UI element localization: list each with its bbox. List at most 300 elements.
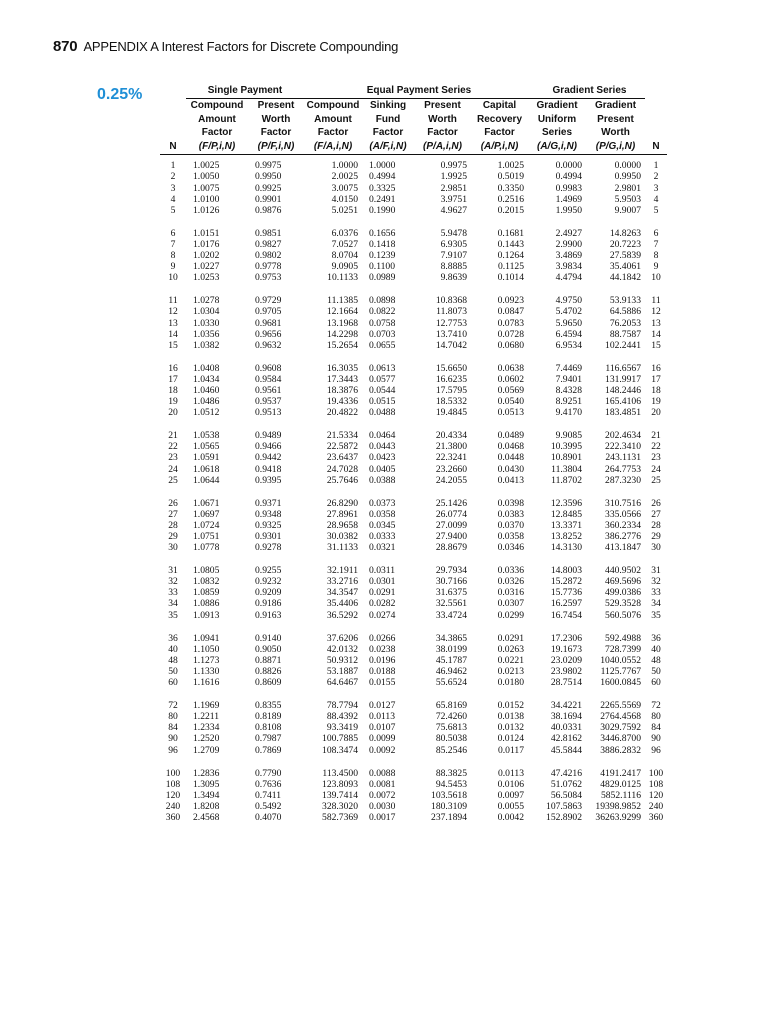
table-cell-ag: 13.3371 [550,519,582,531]
table-cell-fp: 1.0859 [193,587,220,599]
table-cell-fp: 1.0253 [193,272,220,284]
table-cell-pg: 165.4106 [605,396,641,408]
row-block [160,425,667,492]
table-cell-n: 7 [170,238,176,250]
table-cell-ag: 4.9750 [555,295,582,307]
table-cell-ap: 0.0263 [497,643,524,655]
table-cell-ap: 1.0025 [497,160,524,172]
table-cell-n: 50 [168,665,178,677]
table-cell-fp: 1.0751 [193,531,220,542]
table-row [160,745,667,763]
table-cell-pf: 0.9584 [255,373,282,385]
row-block [160,628,667,695]
table-cell-pf: 0.8355 [255,700,282,712]
table-cell-fp: 1.0512 [193,407,220,419]
table-cell-ag: 17.2306 [550,632,582,644]
table-cell-n: 19 [168,396,178,408]
table-cell-ap: 0.0638 [497,362,524,374]
table-row [160,790,667,801]
table-row [160,722,667,733]
table-cell-ap: 0.0430 [497,463,524,475]
table-cell-pg: 2265.5569 [600,700,641,712]
table-cell-ap: 0.5019 [497,171,524,183]
row-block [160,290,667,357]
table-cell-n: 17 [168,373,178,385]
table-cell-fp: 1.0100 [193,193,220,205]
table-cell-ap: 0.0113 [497,767,524,779]
table-cell-af: 0.0703 [369,328,396,340]
table-cell-fa: 64.6467 [326,677,358,689]
table-row [160,763,667,779]
table-cell-ag: 10.8901 [550,452,582,464]
table-row [160,587,667,598]
table-cell-fa: 9.0905 [331,261,358,273]
table-row [160,598,667,609]
table-cell-n: 27 [168,508,178,520]
table-cell-pg: 1600.0845 [600,677,641,689]
table-cell-n: 34 [168,598,178,610]
table-cell-fa: 24.7028 [326,463,358,475]
table-cell-pa: 8.8885 [440,261,467,273]
interest-rate-label: 0.25% [97,86,143,103]
table-cell-pg: 2764.4568 [600,711,641,723]
table-cell-n: 36 [168,632,178,644]
table-cell-pg: 5852.1116 [600,789,641,801]
table-cell-n: 40 [168,643,178,655]
table-cell-n-right: 360 [648,811,664,823]
table-cell-fp: 1.0832 [193,576,220,588]
table-cell-n: 80 [168,711,178,723]
table-cell-pa: 1.9925 [440,171,467,183]
table-cell-ag: 11.8702 [551,474,582,486]
table-row [160,441,667,452]
table-cell-ap: 0.0291 [497,632,524,644]
table-cell-ag: 11.3804 [551,463,582,475]
table-cell-n-right: 22 [651,441,661,453]
interest-factor-table [160,84,667,830]
table-cell-fa: 78.7794 [326,700,358,712]
row-block [160,358,667,425]
table-cell-pa: 11.8073 [436,306,467,318]
column-header-line: Sinking [369,100,407,111]
table-cell-ag: 16.7454 [550,609,582,621]
table-cell-ap: 0.0117 [497,744,524,756]
table-cell-n: 6 [170,227,176,239]
column-header-fp [186,99,248,155]
table-cell-pa: 33.4724 [435,609,467,621]
table-cell-pa: 17.5795 [435,384,467,396]
column-header-line: Series [541,127,573,139]
table-cell-ag: 45.5844 [550,744,582,756]
column-header-line: Present [257,100,295,111]
table-cell-n-right: 10 [651,272,661,284]
table-cell-n-right: 29 [651,531,661,542]
table-cell-pf: 0.9729 [255,295,282,307]
table-cell-pf: 0.9975 [255,160,282,172]
table-cell-fp: 1.1330 [193,665,220,677]
table-cell-n-right: 12 [651,306,661,318]
table-cell-ag: 14.8003 [550,565,582,577]
table-cell-pg: 1040.0552 [600,654,641,666]
table-cell-pf: 0.9901 [255,193,282,205]
table-cell-n: 24 [168,463,178,475]
table-cell-ag: 16.2597 [550,598,582,610]
table-cell-fp: 1.0805 [193,565,220,577]
table-cell-fa: 10.1133 [327,272,358,284]
table-cell-n-right: 13 [651,317,661,329]
table-cell-pa: 14.7042 [435,339,467,351]
table-cell-n: 25 [168,474,178,486]
table-cell-ag: 107.5863 [546,800,582,812]
table-cell-pa: 237.1894 [431,811,467,823]
table-cell-fp: 1.0075 [193,182,220,194]
table-row [160,576,667,587]
table-row [160,183,667,194]
table-cell-ag: 9.4170 [555,407,582,419]
table-cell-af: 0.0196 [369,654,396,666]
table-cell-n: 33 [168,587,178,599]
table-cell-fp: 1.0151 [193,227,220,239]
column-header-line: Present [424,100,461,111]
table-cell-ap: 0.0413 [497,474,524,486]
column-header-af [362,99,414,155]
table-row [160,628,667,644]
table-cell-af: 0.0155 [369,677,396,689]
table-cell-pg: 148.2446 [605,384,641,396]
column-header-line: (P/F,i,N) [257,140,295,152]
table-cell-pg: 264.7753 [605,463,641,475]
table-cell-pf: 0.9395 [255,474,282,486]
table-cell-ap: 0.0783 [497,317,524,329]
table-cell-ag: 15.7736 [550,587,582,599]
column-header-line: (F/A,i,N) [313,140,353,152]
table-cell-ag: 8.4328 [555,384,582,396]
table-cell-ap: 0.0316 [497,587,524,599]
table-row [160,290,667,306]
table-cell-ap: 0.0299 [497,609,524,621]
table-row [160,520,667,531]
table-cell-pf: 0.9876 [255,204,282,216]
table-cell-pf: 0.9466 [255,441,282,453]
table-cell-fp: 1.0486 [193,396,220,408]
column-header-line: Factor [201,127,233,139]
table-cell-af: 0.0989 [369,272,396,284]
table-cell-pf: 0.9681 [255,317,282,329]
table-cell-fa: 2.0025 [331,171,358,183]
table-cell-fp: 1.0304 [193,306,220,318]
column-header-line: Gradient [594,100,637,111]
table-cell-ap: 0.0152 [497,700,524,712]
table-row [160,205,667,223]
table-cell-pf: 0.8826 [255,665,282,677]
table-cell-fp: 1.2836 [193,767,220,779]
table-row [160,329,667,340]
table-cell-fa: 3.0075 [331,182,358,194]
column-header-line: Amount [198,113,236,125]
table-cell-pg: 1125.7767 [600,665,641,677]
table-cell-pf: 0.8108 [255,722,282,734]
table-cell-af: 0.0655 [369,339,396,351]
table-cell-pa: 5.9478 [440,227,467,239]
table-cell-ag: 4.4794 [555,272,582,284]
table-cell-n: 28 [168,519,178,531]
table-cell-ag: 2.4927 [555,227,582,239]
table-cell-pa: 6.9305 [440,238,467,250]
table-cell-pa: 46.9462 [435,665,467,677]
table-cell-fa: 93.3419 [326,722,358,734]
column-header-line: Capital [482,100,517,111]
table-cell-n-right: 25 [651,474,661,486]
table-row [160,407,667,425]
table-cell-n: 20 [168,407,178,419]
table-cell-pf: 0.9851 [255,227,282,239]
table-cell-fp: 1.0913 [193,609,220,621]
table-cell-pa: 12.7753 [435,317,467,329]
table-cell-pf: 0.5492 [255,800,282,812]
table-cell-pa: 103.5618 [431,789,467,801]
column-header-line: Amount [314,113,352,125]
table-cell-fa: 17.3443 [326,373,358,385]
table-cell-ag: 40.0331 [550,722,582,734]
table-cell-pa: 0.9975 [440,160,467,172]
table-cell-fa: 36.5292 [326,609,358,621]
table-cell-n: 10 [168,272,178,284]
table-cell-fp: 1.0886 [193,598,220,610]
table-cell-fa: 31.1133 [327,542,358,554]
table-cell-af: 0.0301 [369,576,396,588]
table-cell-fp: 1.3095 [193,778,220,790]
table-cell-af: 1.0000 [369,160,396,172]
table-cell-pg: 728.7399 [605,643,641,655]
table-row [160,385,667,396]
table-cell-n: 15 [168,339,178,351]
table-cell-pa: 4.9627 [440,204,467,216]
table-cell-n: 108 [165,778,181,790]
table-cell-ag: 7.4469 [555,362,582,374]
table-cell-pa: 94.5453 [435,778,467,790]
table-cell-af: 0.1418 [369,238,396,250]
table-cell-fa: 582.7369 [322,811,358,823]
table-cell-ap: 0.2015 [497,204,524,216]
table-cell-n-right: 32 [651,576,661,588]
column-header-ag [528,99,586,155]
column-header-line: (P/G,i,N) [595,140,636,152]
table-cell-pf: 0.9255 [255,565,282,577]
table-cell-n: 4 [170,193,176,205]
table-cell-fp: 1.0176 [193,238,220,250]
table-cell-fa: 113.4500 [322,767,358,779]
table-cell-n: 13 [168,317,178,329]
table-cell-pf: 0.9827 [255,238,282,250]
table-cell-pg: 20.7223 [609,238,641,250]
table-cell-fp: 1.0697 [193,508,220,520]
table-cell-af: 0.1100 [369,261,396,273]
table-cell-ag: 0.0000 [555,160,582,172]
table-cell-pa: 23.2660 [435,463,467,475]
table-cell-af: 0.0072 [369,789,396,801]
table-cell-af: 0.0333 [369,531,396,542]
table-cell-fp: 1.0202 [193,250,220,262]
table-cell-n-right: 2 [653,171,659,183]
table-cell-n-right: 5 [653,204,659,216]
table-cell-n-right: 60 [651,677,661,689]
column-header-line: (F/P,i,N) [198,140,236,152]
table-cell-n-right: 33 [651,587,661,599]
table-cell-n-right: 16 [651,362,661,374]
table-cell-pg: 88.7587 [609,328,641,340]
table-cell-fa: 16.3035 [326,362,358,374]
table-cell-ag: 10.3995 [550,441,582,453]
table-cell-ag: 1.4969 [555,193,582,205]
table-cell-pf: 0.9442 [255,452,282,464]
table-cell-pf: 0.9608 [255,362,282,374]
table-cell-pa: 85.2546 [435,744,467,756]
table-cell-fa: 35.4406 [326,598,358,610]
table-cell-fp: 1.0565 [193,441,220,453]
table-cell-pg: 592.4988 [605,632,641,644]
table-cell-ag: 5.9650 [555,317,582,329]
table-cell-n-right: 17 [651,373,661,385]
table-cell-ap: 0.0398 [497,497,524,509]
table-cell-fa: 12.1664 [326,306,358,318]
table-cell-fp: 1.0591 [193,452,220,464]
table-cell-pg: 0.0000 [614,160,641,172]
column-header-line: N [652,140,660,152]
table-cell-fp: 1.0330 [193,317,220,329]
table-cell-n-right: 8 [653,250,659,262]
table-cell-pf: 0.9371 [255,497,282,509]
table-cell-ag: 34.4221 [550,700,582,712]
table-cell-pg: 310.7516 [605,497,641,509]
table-cell-n-right: 27 [651,508,661,520]
table-cell-ap: 0.0132 [497,722,524,734]
table-cell-n: 35 [168,609,178,621]
table-cell-pg: 386.2776 [605,531,641,542]
table-cell-pf: 0.9163 [255,609,282,621]
table-cell-pg: 183.4851 [605,407,641,419]
table-cell-pf: 0.9186 [255,598,282,610]
table-cell-fp: 1.2709 [193,744,220,756]
table-cell-af: 0.0188 [369,665,396,677]
table-cell-ag: 19.1673 [550,643,582,655]
table-cell-fp: 1.0382 [193,339,220,351]
table-cell-pf: 0.9209 [255,587,282,599]
table-cell-fa: 18.3876 [326,384,358,396]
table-cell-af: 0.0358 [369,508,396,520]
table-row [160,272,667,290]
table-cell-n-right: 19 [651,396,661,408]
table-cell-ag: 28.7514 [550,677,582,689]
table-cell-af: 0.0423 [369,452,396,464]
table-cell-pa: 19.4845 [435,407,467,419]
table-cell-pa: 180.3109 [431,800,467,812]
table-cell-ap: 0.0370 [497,519,524,531]
column-header-line: Present [597,113,634,125]
row-block [160,493,667,560]
table-row [160,250,667,261]
table-cell-n: 90 [168,733,178,745]
table-cell-n-right: 90 [651,733,661,745]
table-cell-pg: 4829.0125 [600,778,641,790]
table-cell-fa: 123.8093 [322,778,358,790]
column-header-pa [414,99,471,155]
table-cell-fp: 1.2520 [193,733,220,745]
table-row [160,733,667,744]
table-cell-ag: 6.4594 [555,328,582,340]
table-cell-ag: 13.8252 [550,531,582,542]
table-cell-pg: 14.8263 [609,227,641,239]
table-row [160,677,667,695]
table-cell-fa: 100.7885 [322,733,358,745]
table-cell-af: 0.0282 [369,598,396,610]
table-cell-pf: 0.9348 [255,508,282,520]
table-cell-ag: 14.3130 [550,542,582,554]
table-cell-ap: 0.0358 [497,531,524,542]
table-cell-fa: 33.2716 [326,576,358,588]
group-single-payment: Single Payment [186,84,304,99]
table-cell-pa: 15.6650 [435,362,467,374]
table-cell-pg: 4191.2417 [600,767,641,779]
table-cell-fp: 1.0434 [193,373,220,385]
table-row [160,801,667,812]
table-cell-n: 18 [168,384,178,396]
table-cell-pa: 30.7166 [435,576,467,588]
table-row [160,464,667,475]
table-cell-ap: 0.0055 [497,800,524,812]
table-row [160,261,667,272]
table-cell-fp: 1.0278 [193,295,220,307]
table-cell-pg: 64.5886 [609,306,641,318]
table-cell-pa: 27.0099 [435,519,467,531]
table-cell-pa: 18.5332 [435,396,467,408]
column-header-pg [586,99,645,155]
table-cell-pg: 76.2053 [609,317,641,329]
table-cell-ap: 0.1125 [497,261,524,273]
table-cell-ag: 47.4216 [550,767,582,779]
table-cell-ap: 0.0124 [497,733,524,745]
table-cell-pf: 0.9537 [255,396,282,408]
table-cell-pf: 0.9802 [255,250,282,262]
table-row [160,695,667,711]
table-cell-fa: 19.4336 [326,396,358,408]
table-cell-n-right: 120 [648,789,664,801]
table-row [160,666,667,677]
table-cell-pa: 32.5561 [435,598,467,610]
table-cell-fa: 13.1968 [326,317,358,329]
table-cell-pg: 5.9503 [614,193,641,205]
table-cell-n-right: 14 [651,328,661,340]
table-cell-n: 9 [170,261,176,273]
table-cell-ag: 38.1694 [550,711,582,723]
table-cell-ap: 0.0448 [497,452,524,464]
table-cell-n: 29 [168,531,178,542]
table-cell-fa: 15.2654 [326,339,358,351]
table-cell-n: 5 [170,204,176,216]
table-row [160,306,667,317]
table-cell-n-right: 34 [651,598,661,610]
table-row [160,425,667,441]
table-cell-ag: 8.9251 [555,396,582,408]
table-cell-af: 0.0613 [369,362,396,374]
table-cell-pa: 20.4334 [435,430,467,442]
table-cell-pa: 88.3825 [435,767,467,779]
table-cell-pa: 45.1787 [435,654,467,666]
column-header-line: Worth [261,113,291,125]
table-cell-fa: 50.9312 [326,654,358,666]
column-header-line: Factor [372,127,404,139]
table-cell-n: 2 [170,171,176,183]
table-cell-n-right: 84 [651,722,661,734]
